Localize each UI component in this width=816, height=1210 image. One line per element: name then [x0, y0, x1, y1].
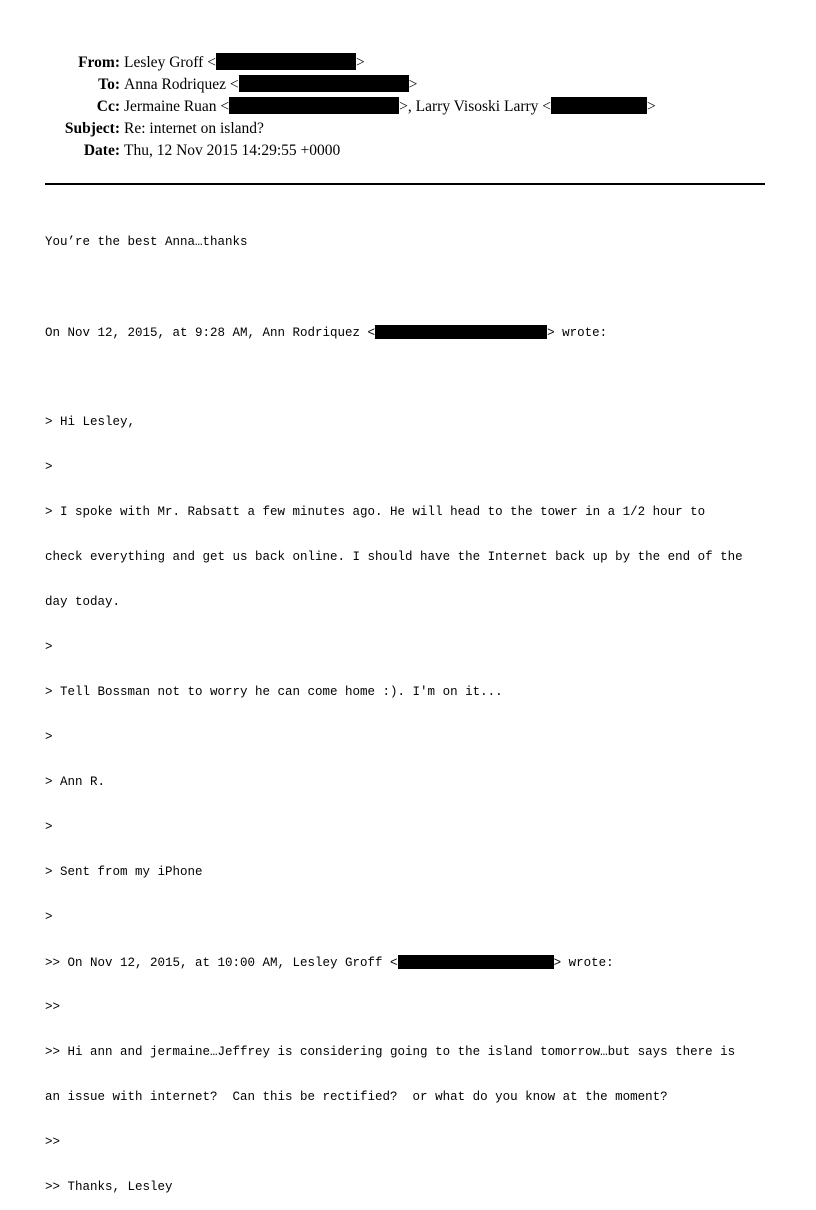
body-line: >> — [45, 1000, 61, 1014]
cc-close: > — [647, 98, 656, 115]
body-line: >> Thanks, Lesley — [45, 1180, 173, 1194]
to-label: To: — [98, 76, 120, 93]
from-name: Lesley Groff < — [124, 54, 216, 71]
redaction-block — [229, 97, 399, 114]
reply-attribution: On Nov 12, 2015, at 9:28 AM, Ann Rodriquez < — [45, 326, 376, 340]
date-value: Thu, 12 Nov 2015 14:29:55 +0000 — [124, 142, 341, 159]
cc-name-1: Jermaine Ruan < — [124, 98, 230, 115]
body-line: > — [45, 910, 53, 924]
to-value — [124, 74, 417, 96]
body-line: day today. — [45, 595, 121, 609]
body-line: > — [45, 460, 53, 474]
body-line — [45, 325, 785, 340]
date-label: Date: — [83, 142, 120, 159]
redaction-block — [216, 53, 356, 70]
blank-line — [45, 280, 785, 295]
body-line: > Sent from my iPhone — [45, 865, 203, 879]
to-close: > — [408, 76, 418, 93]
redaction-block — [375, 325, 547, 339]
body-line: >> — [45, 1135, 61, 1149]
blank-line — [45, 370, 785, 385]
email-header — [0, 52, 816, 162]
body-line: > Hi Lesley, — [45, 415, 136, 429]
header-divider — [45, 183, 765, 185]
from-close: > — [355, 54, 365, 71]
body-line: > — [45, 820, 53, 834]
cc-label: Cc: — [96, 98, 120, 115]
redaction-block — [239, 75, 409, 92]
cc-value — [124, 96, 656, 118]
body-line: > — [45, 730, 53, 744]
body-line: >> Hi ann and jermaine…Jeffrey is considering going to the island tomorrow…but says there is — [45, 1045, 736, 1059]
cc-row — [0, 96, 816, 118]
body-line: You’re the best Anna…thanks — [45, 235, 248, 249]
subject-value: Re: internet on island? — [124, 120, 264, 137]
date-row — [0, 140, 816, 162]
to-row — [0, 74, 816, 96]
subject-row — [0, 118, 816, 140]
reply-attribution-end: > wrote: — [547, 326, 608, 340]
body-line: an issue with internet? Can this be rectified? or what do you know at the moment? — [45, 1090, 668, 1104]
body-line: > I spoke with Mr. Rabsatt a few minutes ago. He will head to the tower in a 1/2 hour to — [45, 505, 706, 519]
cc-separator: >, Larry Visoski Larry < — [399, 98, 552, 115]
from-value — [124, 52, 365, 74]
to-name: Anna Rodriquez < — [124, 76, 239, 93]
from-label: From: — [78, 54, 120, 71]
subject-label: Subject: — [64, 120, 120, 137]
body-line: > Tell Bossman not to worry he can come home :). I'm on it... — [45, 685, 503, 699]
body-line: > Ann R. — [45, 775, 106, 789]
body-line: > — [45, 640, 53, 654]
quoted-attribution: >> On Nov 12, 2015, at 10:00 AM, Lesley Groff < — [45, 956, 398, 970]
quoted-attribution-end: > wrote: — [553, 956, 614, 970]
redaction-block — [551, 97, 647, 114]
redaction-block — [398, 955, 554, 969]
from-row — [0, 52, 816, 74]
body-line — [45, 955, 785, 970]
body-line: check everything and get us back online. I should have the Internet back up by the end of the — [45, 550, 743, 564]
email-body — [45, 205, 785, 1210]
